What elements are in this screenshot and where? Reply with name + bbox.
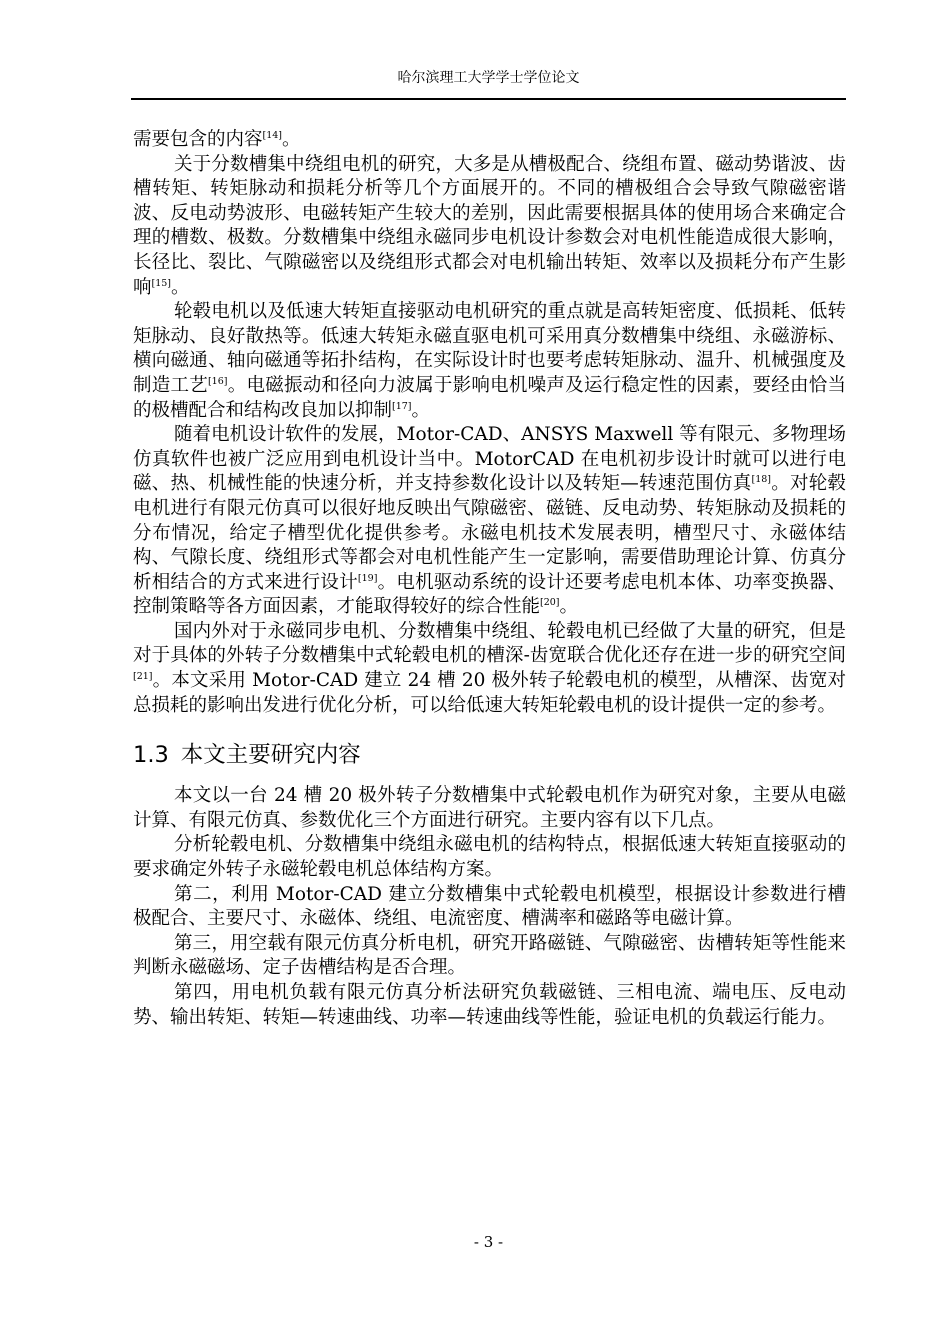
page-number: - 3 -	[473, 1233, 504, 1251]
citation: [15]	[151, 277, 172, 289]
citation: [19]	[357, 572, 378, 584]
paragraph-item-1: 分析轮毂电机、分数槽集中绕组永磁电机的结构特点，根据低速大转矩直接驱动的要求确定外转子永磁轮毂电机总体结构方案。	[133, 834, 846, 881]
paragraph-text: 关于分数槽集中绕组电机的研究，大多是从槽极配合、绕组布置、磁动势谐波、齿槽转矩、转矩脉动和损耗分析等几个方面展开的。不同的槽极组合会导致气隙磁密谐波、反电动势波形、电磁转矩产生较大的差别，因此需要根据具体的使用场合来确定合理的槽数、极数。分数槽集中绕组永磁同步电机设计参数会对电机性能造成很大影响，长径比、裂比、气隙磁密以及绕组形式都会对电机输出转矩、效率以及损耗分布产生影响	[133, 153, 846, 298]
section-heading	[133, 738, 846, 772]
paragraph-item-4: 第四，用电机负载有限元仿真分析法研究负载磁链、三相电流、端电压、反电动势、输出转矩、转矩—转速曲线、功率—转速曲线等性能，验证电机的负载运行能力。	[133, 982, 846, 1028]
paragraph-text: 。对轮毂电机进行有限元仿真可以很好地反映出气隙磁密、磁链、反电动势、转矩脉动及损耗的分布情况，给定子槽型优化提供参考。永磁电机技术发展表明，槽型尺寸、永磁体结构、气隙长度、绕组形式等都会对电机性能产生一定影响，需要借助理论计算、仿真分析相结合的方式来进行设计	[133, 473, 846, 593]
citation: [16]	[207, 375, 228, 387]
paragraph-item-3: 第三，用空载有限元仿真分析电机，研究开路磁链、气隙磁密、齿槽转矩等性能来判断永磁磁场、定子齿槽结构是否合理。	[133, 932, 846, 979]
paragraph-text: 。	[411, 399, 431, 421]
citation: [17]	[392, 400, 412, 412]
paragraph-text: 轮毂电机以及低速大转矩直接驱动电机研究的重点就是高转矩密度、低损耗、低转矩脉动、良好散热等。低速大转矩永磁直驱电机可采用真分数槽集中绕组、永磁游标、横向磁通、轴向磁通等拓扑结构，在实际设计时也要考虑转矩脉动、温升、机械强度及制造工艺	[133, 301, 846, 396]
section-number: 1.3	[133, 742, 169, 769]
paragraph-hub-motor	[133, 300, 846, 423]
paragraph-intro: 本文以一台 24 槽 20 极外转子分数槽集中式轮毂电机作为研究对象，主要从电磁计算、有限元仿真、参数优化三个方面进行研究。主要内容有以下几点。	[133, 785, 846, 831]
paragraph-text: 。	[171, 276, 190, 298]
paragraph-text: 。本文采用 Motor-CAD 建立 24 槽 20 极外转子轮毂电机的模型，从槽深、齿宽对总损耗的影响出发进行优化分析，可以给低速大转矩轮毂电机的设计提供一定的参考。	[133, 670, 846, 716]
citation: [18]	[751, 474, 772, 486]
header-rule	[131, 98, 846, 100]
paragraph-text: 。	[282, 129, 301, 150]
paragraph-text: 。	[559, 596, 579, 618]
paragraph-text: 。电机驱动系统的设计还要考虑电机本体、功率变换器、控制策略等各方面因素，才能取得较好的综合性能	[133, 571, 846, 618]
paragraph-text: 。电磁振动和径向力波属于影响电机噪声及运行稳定性的因素，要经由恰当的极槽配合和结构改良加以抑制	[133, 374, 846, 421]
paragraph-text: 需要包含的内容	[133, 129, 263, 150]
paragraph-fsc-research	[133, 153, 846, 301]
paragraph-simulation-software	[133, 423, 846, 620]
page-body	[133, 128, 846, 1030]
citation: [20]	[540, 597, 560, 609]
paragraph-research-gap	[133, 620, 846, 718]
paragraph-text: 国内外对于永磁同步电机、分数槽集中绕组、轮毂电机已经做了大量的研究，但是对于具体的外转子分数槽集中式轮毂电机的槽深-齿宽联合优化还存在进一步的研究空间	[133, 620, 846, 667]
paragraph-text: 随着电机设计软件的发展，Motor-CAD、ANSYS Maxwell 等有限元、多物理场仿真软件也被广泛应用到电机设计当中。MotorCAD 在电机初步设计时就可以进行电磁、热、机械性能的快速分析，并支持参数化设计以及转矩—转速范围仿真	[133, 424, 846, 495]
citation: [21]	[133, 671, 153, 683]
citation: [14]	[262, 130, 283, 141]
running-header: 哈尔滨理工大学学士学位论文	[397, 70, 580, 86]
section-title: 本文主要研究内容	[180, 742, 361, 769]
paragraph-continuation	[133, 128, 846, 153]
paragraph-item-2: 第二，利用 Motor-CAD 建立分数槽集中式轮毂电机模型，根据设计参数进行槽极配合、主要尺寸、永磁体、绕组、电流密度、槽满率和磁路等电磁计算。	[133, 883, 846, 930]
